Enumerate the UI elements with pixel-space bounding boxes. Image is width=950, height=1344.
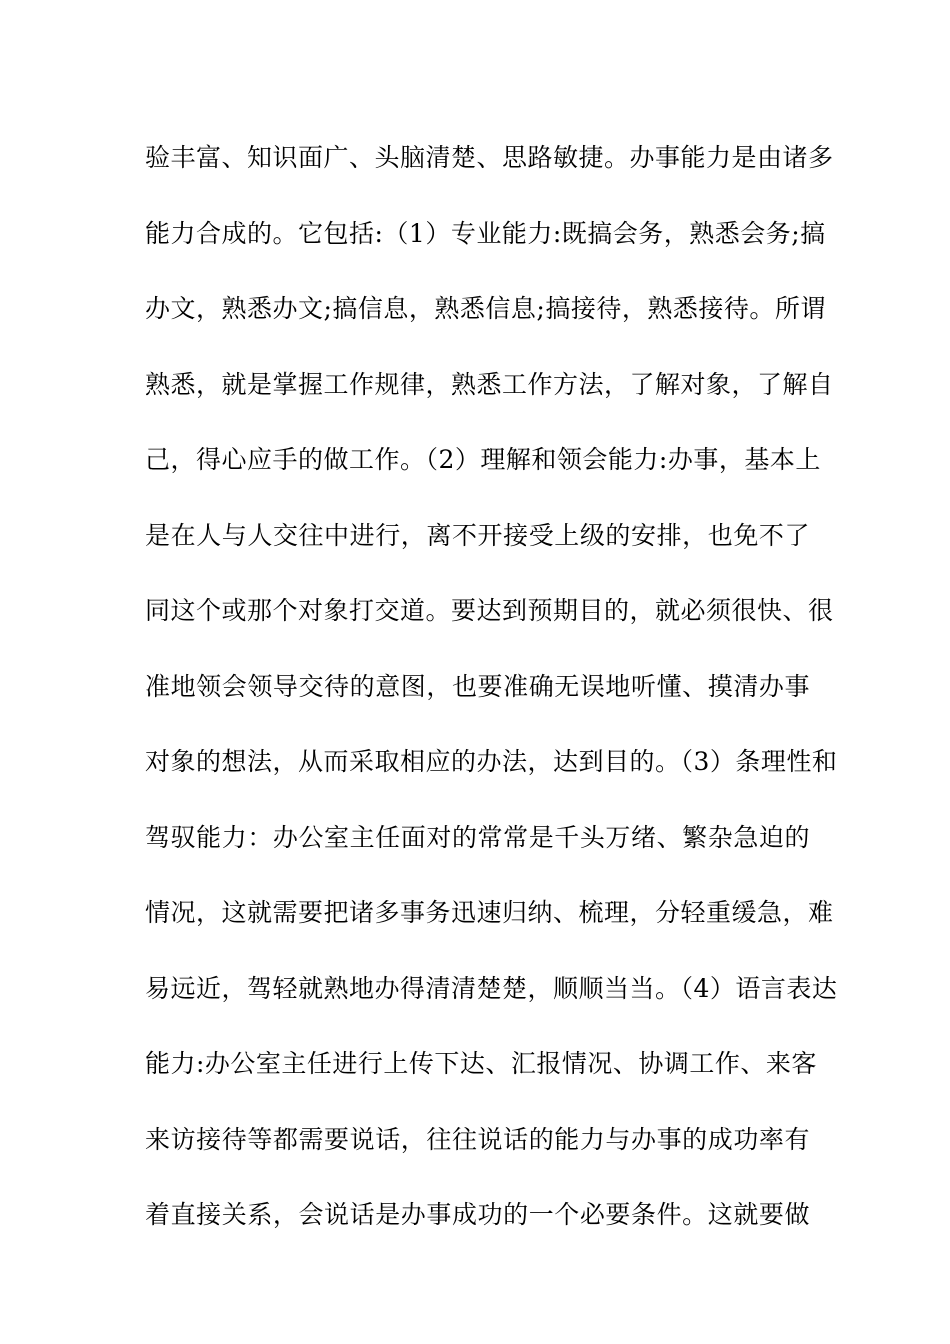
text-line-5: 己，得心应手的做工作。（2）理解和领会能力:办事，基本上 — [145, 445, 821, 474]
text-line-14: 来访接待等都需要说话，往往说话的能力与办事的成功率有 — [145, 1124, 810, 1154]
text-line-4: 熟悉，就是掌握工作规律，熟悉工作方法，了解对象，了解自 — [145, 369, 834, 399]
text-line-15: 着直接关系，会说话是办事成功的一个必要条件。这就要做 — [145, 1200, 810, 1229]
text-line-1: 验丰富、知识面广、头脑清楚、思路敏捷。办事能力是由诸多 — [145, 143, 834, 172]
text-line-11: 情况，这就需要把诸多事务迅速归纳、梳理，分轻重缓急，难 — [145, 898, 834, 927]
text-line-13: 能力:办公室主任进行上传下达、汇报情况、协调工作、来客 — [145, 1049, 817, 1078]
text-line-8: 准地领会领导交待的意图，也要准确无误地听懂、摸清办事 — [145, 671, 810, 701]
text-line-9: 对象的想法，从而采取相应的办法，达到目的。（3）条理性和 — [145, 747, 838, 776]
text-line-6: 是在人与人交往中进行，离不开接受上级的安排，也免不了 — [145, 520, 810, 550]
text-line-2: 能力合成的。它包括:（1）专业能力:既搞会务，熟悉会务;搞 — [145, 218, 826, 248]
body-text — [145, 130, 838, 1263]
text-line-10: 驾驭能力：办公室主任面对的常常是千头万绪、繁杂急迫的 — [145, 822, 810, 852]
text-line-12: 易远近，驾轻就熟地办得清清楚楚，顺顺当当。（4）语言表达 — [145, 973, 838, 1003]
text-line-3: 办文，熟悉办文;搞信息，熟悉信息;搞接待，熟悉接待。所谓 — [145, 294, 826, 323]
text-line-7: 同这个或那个对象打交道。要达到预期目的，就必须很快、很 — [145, 596, 834, 625]
